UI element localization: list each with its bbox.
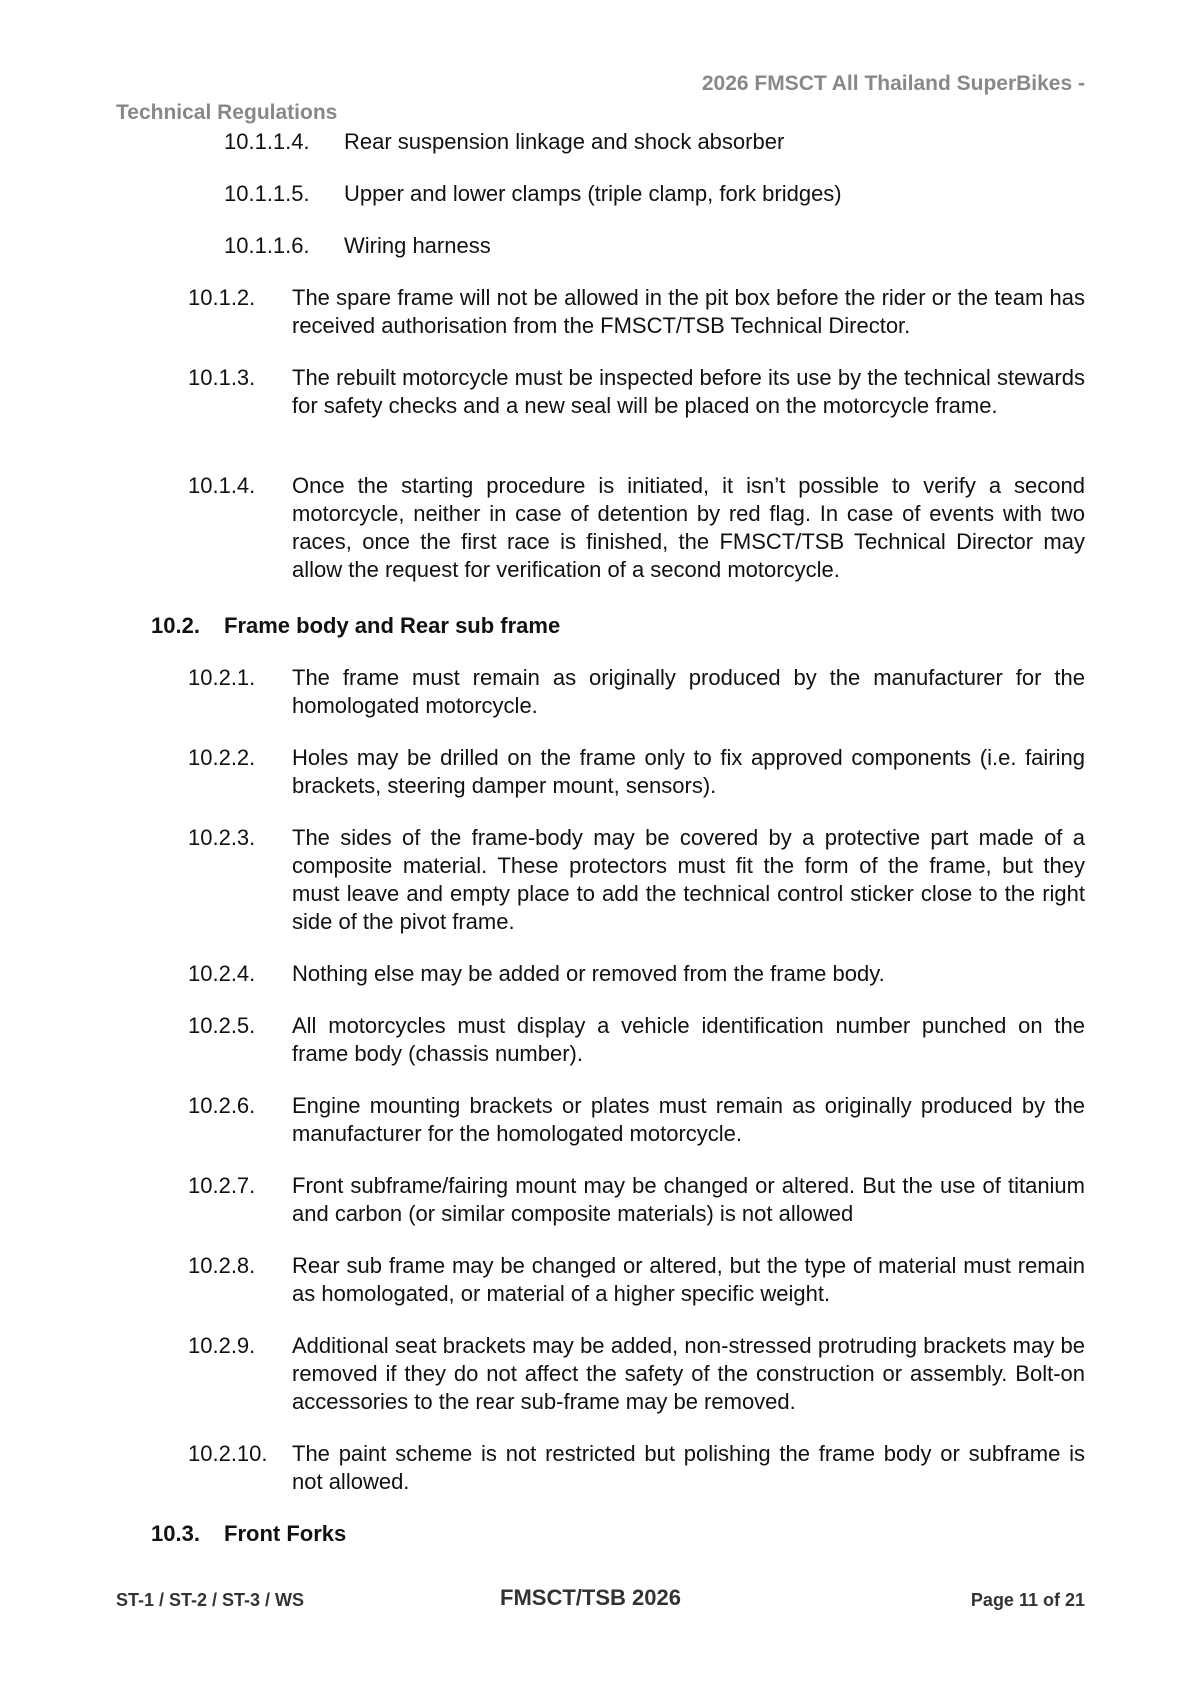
clause-text: The spare frame will not be allowed in the pit box before the rider or the team has received authorisation from the FMSCT/TSB Technical Director. (292, 285, 1085, 338)
clause-text: Holes may be drilled on the frame only to fix approved components (i.e. fairing brackets, steering damper mount, sensors). (292, 745, 1085, 798)
clause-number: 10.2.1. (188, 665, 256, 690)
header-title-line1: 2026 FMSCT All Thailand SuperBikes - (701, 72, 1085, 95)
clause-number: 10.2.8. (188, 1253, 256, 1278)
clause-text: Wiring harness (344, 233, 491, 258)
clause-number: 10.1.1.4. (224, 129, 310, 154)
section-title: Front Forks (224, 1521, 347, 1546)
clause-text: Additional seat brackets may be added, non-stressed protruding brackets may be removed if they do not affect the safety of the construction or assembly. Bolt-on accessories to the rear sub-frame may be removed. (292, 1333, 1085, 1414)
footer-page-number: Page 11 of 21 (970, 1590, 1085, 1610)
section-number: 10.3. (151, 1521, 200, 1546)
clause-text: Upper and lower clamps (triple clamp, fork bridges) (344, 181, 842, 206)
clause-number: 10.2.3. (188, 825, 256, 850)
footer-classes: ST-1 / ST-2 / ST-3 / WS (116, 1590, 305, 1610)
clause-text: Once the starting procedure is initiated, it isn’t possible to verify a second motorcycle, neither in case of detention by red flag. In case of events with two races, once the first race is finished, the FMSCT/TSB Technical Director may allow the request for verification of a second motorcycle. (292, 473, 1085, 582)
clause-number: 10.1.1.6. (224, 233, 310, 258)
clause-number: 10.1.3. (188, 365, 256, 390)
clause-text: The rebuilt motorcycle must be inspected before its use by the technical stewards for safety checks and a new seal will be placed on the motorcycle frame. (292, 365, 1085, 418)
clause-number: 10.2.9. (188, 1333, 256, 1358)
clause-text: All motorcycles must display a vehicle identification number punched on the frame body (chassis number). (292, 1013, 1085, 1066)
clause-number: 10.1.1.5. (224, 181, 310, 206)
clause-text: Nothing else may be added or removed from the frame body. (292, 961, 885, 986)
clause-number: 10.2.5. (188, 1013, 256, 1038)
clause-number: 10.1.2. (188, 285, 256, 310)
section-number: 10.2. (151, 613, 200, 638)
section-title: Frame body and Rear sub frame (224, 613, 561, 638)
clause-text: The sides of the frame-body may be covered by a protective part made of a composite material. These protectors must fit the form of the frame, but they must leave and empty place to add the technical control sticker close to the right side of the pivot frame. (292, 825, 1085, 934)
clause-text: Rear suspension linkage and shock absorber (344, 129, 785, 154)
clause-number: 10.2.6. (188, 1093, 256, 1118)
clause-number: 10.2.7. (188, 1173, 256, 1198)
clause-text: Engine mounting brackets or plates must remain as originally produced by the manufacturer for the homologated motorcycle. (292, 1093, 1085, 1146)
header-title-line2: Technical Regulations (116, 101, 338, 124)
clause-number: 10.2.4. (188, 961, 256, 986)
clause-text: The frame must remain as originally produced by the manufacturer for the homologated motorcycle. (292, 665, 1085, 718)
clause-text: The paint scheme is not restricted but polishing the frame body or subframe is not allowed. (292, 1441, 1085, 1494)
footer-organisation: FMSCT/TSB 2026 (500, 1585, 681, 1610)
clause-number: 10.2.2. (188, 745, 256, 770)
clause-number: 10.2.10. (188, 1441, 268, 1466)
clause-number: 10.1.4. (188, 473, 256, 498)
clause-text: Front subframe/fairing mount may be changed or altered. But the use of titanium and carbon (or similar composite materials) is not allowed (292, 1173, 1085, 1226)
clause-text: Rear sub frame may be changed or altered, but the type of material must remain as homologated, or material of a higher specific weight. (292, 1253, 1085, 1306)
